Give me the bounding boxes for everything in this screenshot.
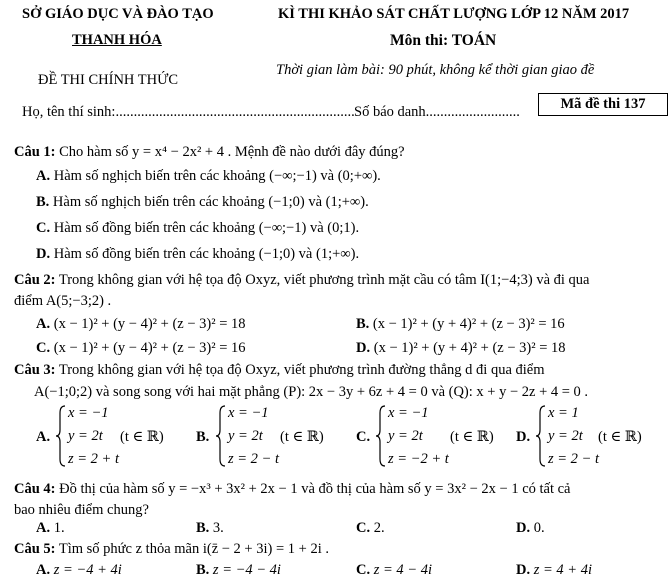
q3-text-2: A(−1;0;2) và song song với hai mặt phẳng (P): 2x − 3y + 6z + 4 = 0 và (Q): x + y − 2z + 4 = 0 . xyxy=(34,384,589,400)
option-text: z = 4 + 4i xyxy=(533,562,592,578)
condition: (t ∈ ℝ) xyxy=(598,429,642,445)
option-key: A. xyxy=(36,520,51,536)
condition: (t ∈ ℝ) xyxy=(280,429,324,445)
q1-option-a xyxy=(36,168,381,185)
option-text: 1. xyxy=(53,520,65,536)
brace-icon xyxy=(56,405,66,467)
q3-label: Câu 3: xyxy=(14,362,56,378)
system-line: x = −1 xyxy=(68,405,109,421)
condition: (t ∈ ℝ) xyxy=(450,429,494,445)
option-key: C. xyxy=(36,220,51,236)
brace-icon xyxy=(536,405,546,467)
option-key: B. xyxy=(196,562,210,578)
official-label: ĐỀ THI CHÍNH THỨC xyxy=(38,72,179,88)
q4-text-1: Đồ thị của hàm số y = −x³ + 3x² + 2x − 1 và đồ thị của hàm số y = 3x² − 2x − 1 có tất cả xyxy=(59,481,571,497)
question-4 xyxy=(14,481,571,498)
question-5 xyxy=(14,541,329,558)
system-line: z = 2 + t xyxy=(68,451,119,467)
q5-option-d xyxy=(516,562,592,579)
system-line: y = 2t xyxy=(548,428,583,444)
condition: (t ∈ ℝ) xyxy=(120,429,164,445)
dept-name: SỞ GIÁO DỤC VÀ ĐÀO TẠO xyxy=(22,6,214,22)
system-line: z = 2 − t xyxy=(548,451,599,467)
option-key: C. xyxy=(356,562,371,578)
option-text: Hàm số nghịch biến trên các khoảng (−1;0) và (1;+∞). xyxy=(52,194,369,210)
q4-option-c xyxy=(356,520,385,537)
option-key: B. xyxy=(196,520,210,536)
question-3 xyxy=(14,362,545,379)
q4-option-a xyxy=(36,520,65,537)
q5-option-a xyxy=(36,562,122,579)
q4-text-2: bao nhiêu điểm chung? xyxy=(14,502,149,518)
option-key: C. xyxy=(356,520,371,536)
q2-option-c xyxy=(36,340,246,357)
option-key: A. xyxy=(36,562,51,578)
system-line: x = −1 xyxy=(228,405,269,421)
option-text: (x − 1)² + (y + 4)² + (z − 3)² = 18 xyxy=(373,340,566,356)
option-text: 2. xyxy=(373,520,385,536)
question-1 xyxy=(14,144,405,161)
question-2 xyxy=(14,272,589,289)
option-key: B. xyxy=(196,429,210,445)
option-text: (x − 1)² + (y − 4)² + (z − 3)² = 18 xyxy=(53,316,246,332)
option-text: Hàm số nghịch biến trên các khoảng (−∞;−1) và (0;+∞). xyxy=(53,168,381,184)
option-key: B. xyxy=(356,316,370,332)
q5-label: Câu 5: xyxy=(14,541,56,557)
brace-icon xyxy=(216,405,226,467)
exam-title: KÌ THI KHẢO SÁT CHẤT LƯỢNG LỚP 12 NĂM 2017 xyxy=(278,6,630,22)
option-text: 0. xyxy=(533,520,545,536)
q5-option-c xyxy=(356,562,432,579)
option-key: A. xyxy=(36,168,51,184)
q3-text-1: Trong không gian với hệ tọa độ Oxyz, viết phương trình đường thẳng d đi qua điểm xyxy=(58,362,545,378)
q1-option-c xyxy=(36,220,359,237)
option-key: D. xyxy=(516,520,531,536)
subject-title: Môn thi: TOÁN xyxy=(390,32,497,49)
option-key: C. xyxy=(356,429,371,445)
option-text: Hàm số đồng biến trên các khoảng (−1;0) và (1;+∞). xyxy=(53,246,360,262)
brace-icon xyxy=(376,405,386,467)
system-line: z = 2 − t xyxy=(228,451,279,467)
q2-option-d xyxy=(356,340,566,357)
q1-label: Câu 1: xyxy=(14,144,56,160)
q4-label: Câu 4: xyxy=(14,481,56,497)
q1-option-b xyxy=(36,194,369,211)
q2-option-a xyxy=(36,316,246,333)
q2-text-1: Trong không gian với hệ tọa độ Oxyz, viết phương trình mặt cầu có tâm I(1;−4;3) và đi qua xyxy=(58,272,590,288)
option-text: (x − 1)² + (y + 4)² + (z − 3)² = 16 xyxy=(372,316,565,332)
option-key: D. xyxy=(516,429,531,445)
name-field: Họ, tên thí sinh:.................................................................. xyxy=(22,104,355,120)
option-key: D. xyxy=(516,562,531,578)
q2-option-b xyxy=(356,316,565,333)
q2-text-2: điểm A(5;−3;2) . xyxy=(14,293,112,309)
q1-text: Cho hàm số y = x⁴ − 2x² + 4 . Mệnh đề nào dưới đây đúng? xyxy=(59,144,405,160)
option-text: z = −4 + 4i xyxy=(53,562,122,578)
q5-text: Tìm số phức z thỏa mãn i(z̄ − 2 + 3i) = 1 + 2i . xyxy=(58,541,329,557)
option-key: B. xyxy=(36,194,50,210)
sbd-field: Số báo danh.......................... xyxy=(354,104,520,120)
q1-option-d xyxy=(36,246,359,263)
option-key: C. xyxy=(36,340,51,356)
option-text: Hàm số đồng biến trên các khoảng (−∞;−1) và (0;1). xyxy=(53,220,360,236)
option-text: (x − 1)² + (y − 4)² + (z − 3)² = 16 xyxy=(53,340,246,356)
q3-option-c xyxy=(356,405,526,471)
system-line: y = 2t xyxy=(388,428,423,444)
system-line: y = 2t xyxy=(228,428,263,444)
q4-option-b xyxy=(196,520,224,537)
option-text: z = −4 − 4i xyxy=(212,562,281,578)
exam-code-box: Mã đề thi 137 xyxy=(538,93,668,116)
time-note: Thời gian làm bài: 90 phút, không kể thời gian giao đề xyxy=(276,62,595,78)
option-key: D. xyxy=(36,246,51,262)
q5-option-b xyxy=(196,562,281,579)
q2-label: Câu 2: xyxy=(14,272,56,288)
option-key: D. xyxy=(356,340,371,356)
system-line: y = 2t xyxy=(68,428,103,444)
province-name: THANH HÓA xyxy=(72,32,162,48)
option-text: z = 4 − 4i xyxy=(373,562,432,578)
option-text: 3. xyxy=(212,520,224,536)
system-line: x = 1 xyxy=(548,405,579,421)
q3-option-b xyxy=(196,405,366,471)
system-line: x = −1 xyxy=(388,405,429,421)
q3-option-a xyxy=(36,405,206,471)
q4-option-d xyxy=(516,520,545,537)
option-key: A. xyxy=(36,429,51,445)
q3-option-d xyxy=(516,405,666,471)
option-key: A. xyxy=(36,316,51,332)
system-line: z = −2 + t xyxy=(388,451,449,467)
